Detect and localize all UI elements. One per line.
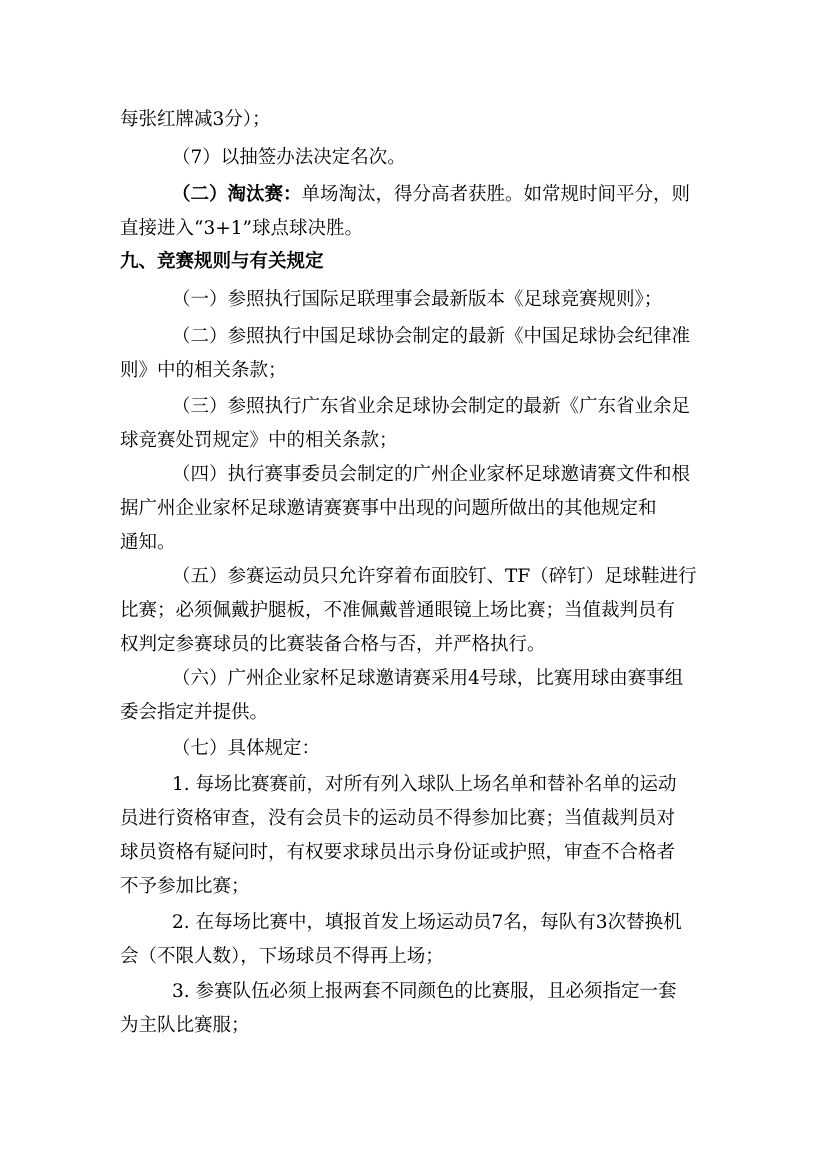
- text-line: 权判定参赛球员的比赛装备合格与否，并严格执行。: [120, 634, 546, 655]
- text-line: 通知。: [120, 532, 176, 553]
- rule-2: [120, 320, 720, 388]
- text-line: 会（不限人数），下场球员不得再上场；: [120, 946, 444, 967]
- rule-6: [120, 662, 720, 730]
- paragraph-knockout: [120, 178, 720, 246]
- rule-7: [120, 732, 720, 766]
- text-line: 直接进入“3+1”球点球决胜。: [120, 218, 363, 239]
- text-line: 则》中的相关条款；: [120, 360, 287, 381]
- specific-rule-3: [120, 975, 720, 1043]
- paragraph-continuation: [120, 103, 720, 137]
- text-line: 球竞赛处罚规定》中的相关条款；: [120, 430, 398, 451]
- rule-5: [120, 560, 720, 662]
- knockout-label: （二）淘汰赛：: [172, 184, 302, 205]
- text-line: （五）参赛运动员只允许穿着布面胶钉、TF（碎钉）足球鞋进行: [172, 566, 697, 587]
- text-line: （二）参照执行中国足球协会制定的最新《中国足球协会纪律准: [172, 326, 691, 347]
- text-line: 2. 在每场比赛中，填报首发上场运动员7名，每队有3次替换机: [172, 912, 682, 933]
- rule-3: [120, 390, 720, 458]
- text-line: 员进行资格审查，没有会员卡的运动员不得参加比赛；当值裁判员对: [120, 808, 676, 829]
- specific-rule-1: [120, 768, 720, 904]
- text-line: 1. 每场比赛赛前，对所有列入球队上场名单和替补名单的运动: [172, 774, 677, 795]
- specific-rule-2: [120, 906, 720, 974]
- text-line: （六）广州企业家杯足球邀请赛采用4号球，比赛用球由赛事组: [172, 668, 684, 689]
- text-line: 比赛；必须佩戴护腿板，不准佩戴普通眼镜上场比赛；当值裁判员有: [120, 600, 676, 621]
- text-line: （七）具体规定：: [172, 738, 321, 759]
- text-line: （四）执行赛事委员会制定的广州企业家杯足球邀请赛文件和根: [172, 464, 691, 485]
- text-line: 每张红牌减3分）；: [120, 109, 271, 130]
- text-line: 不予参加比赛；: [120, 876, 250, 897]
- text-line: （一）参照执行国际足联理事会最新版本《足球竞赛规则》；: [172, 289, 663, 310]
- rule-4: [120, 458, 720, 560]
- text-line: 3. 参赛队伍必须上报两套不同颜色的比赛服，且必须指定一套: [172, 981, 677, 1002]
- text-line: [120, 178, 720, 212]
- section-heading-9: [120, 245, 720, 279]
- knockout-text: 单场淘汰，得分高者获胜。如常规时间平分，则: [301, 184, 691, 205]
- text-line: 球员资格有疑问时，有权要求球员出示身份证或护照，审查不合格者: [120, 842, 676, 863]
- text-line: 为主队比赛服；: [120, 1015, 250, 1036]
- paragraph-rank-7: [120, 141, 720, 175]
- text-line: （7）以抽签办法决定名次。: [172, 147, 406, 168]
- heading-text: 九、竞赛规则与有关规定: [120, 251, 324, 272]
- text-line: 据广州企业家杯足球邀请赛赛事中出现的问题所做出的其他规定和: [120, 498, 657, 519]
- rule-1: [120, 283, 720, 317]
- text-line: 委会指定并提供。: [120, 702, 269, 723]
- text-line: （三）参照执行广东省业余足球协会制定的最新《广东省业余足: [172, 396, 691, 417]
